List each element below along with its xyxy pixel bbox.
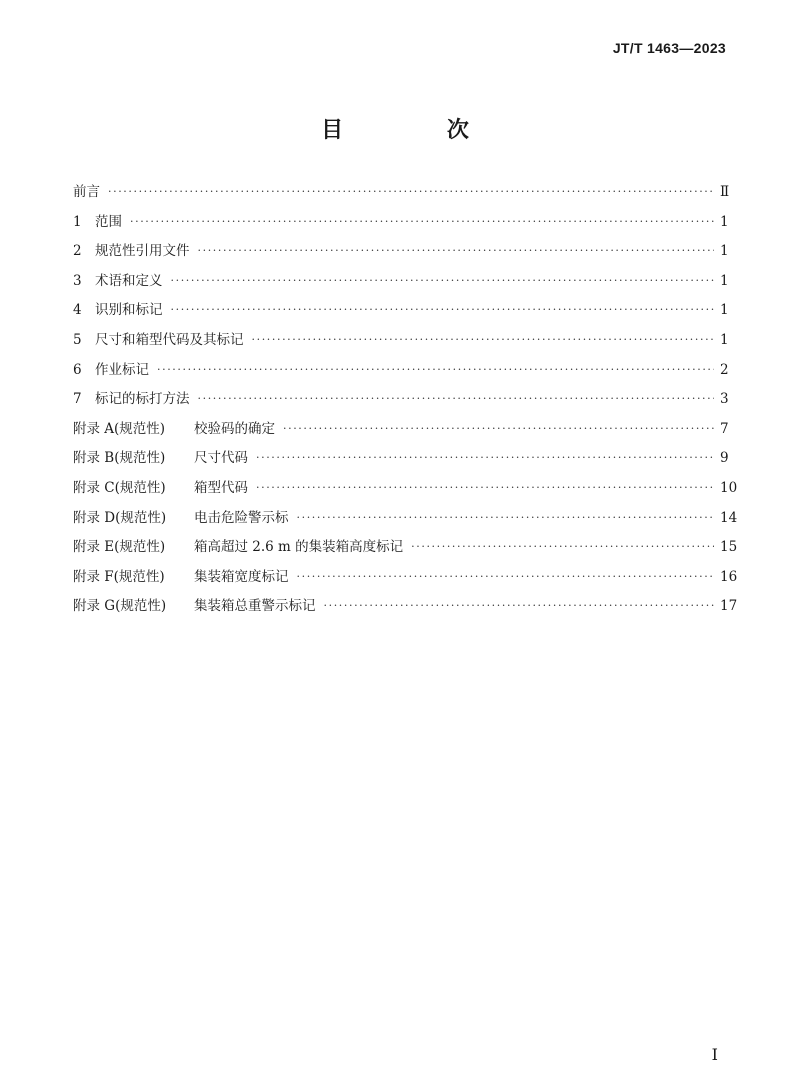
toc-entry[interactable]: [73, 415, 728, 445]
toc-page-number: 1: [720, 331, 729, 348]
table-of-contents: [73, 178, 738, 622]
toc-page-number: 15: [720, 539, 738, 556]
toc-appendix-tag: 附录 E(规范性): [73, 539, 166, 556]
standard-code: JT/T 1463—2023: [612, 40, 726, 56]
toc-entry-number: 4: [73, 302, 82, 319]
toc-page-number: 1: [720, 213, 729, 230]
page-title: 目 次: [321, 118, 517, 143]
toc-appendix-tag: 附录 A(规范性): [73, 420, 166, 437]
toc-dot-leader: [130, 207, 714, 237]
toc-entry-label: [73, 592, 324, 622]
toc-entry-title: 集装箱总重警示标记: [194, 598, 316, 615]
toc-page-number: 1: [720, 272, 729, 289]
toc-entry-label: [73, 267, 171, 297]
toc-page-number: 3: [720, 391, 729, 408]
toc-page-number: 1: [720, 302, 729, 319]
toc-entry-title: 前言: [73, 184, 100, 200]
toc-entry-label: [73, 208, 130, 238]
toc-appendix-tag: 附录 D(规范性): [73, 509, 167, 526]
toc-entry-title: 尺寸和箱型代码及其标记: [95, 331, 244, 348]
toc-entry-title: 识别和标记: [95, 302, 163, 319]
toc-entry-number: 6: [73, 361, 82, 378]
toc-page-number: 1: [720, 243, 729, 260]
toc-entry-label: [73, 444, 256, 474]
toc-dot-leader: [411, 532, 714, 562]
toc-entry[interactable]: [73, 208, 728, 238]
toc-dot-leader: [297, 503, 715, 533]
toc-dot-leader: [256, 473, 714, 503]
toc-dot-leader: [171, 295, 715, 325]
toc-entry-title: 箱型代码: [194, 479, 248, 496]
toc-entry-label: [73, 533, 411, 563]
toc-dot-leader: [297, 562, 715, 592]
toc-dot-leader: [324, 591, 715, 621]
toc-entry[interactable]: [73, 592, 738, 622]
toc-appendix-tag: 附录 G(规范性): [73, 598, 167, 615]
toc-entry[interactable]: [73, 296, 728, 326]
toc-entry-label: [73, 296, 171, 326]
toc-entry-title: 箱高超过 2.6 m 的集装箱高度标记: [194, 539, 404, 556]
toc-page-number: 16: [720, 568, 738, 585]
toc-appendix-tag: 附录 B(规范性): [73, 450, 166, 467]
toc-entry[interactable]: [73, 356, 728, 386]
toc-entry-title: 作业标记: [95, 361, 149, 378]
toc-entry[interactable]: [73, 385, 728, 415]
toc-dot-leader: [283, 414, 714, 444]
toc-entry-title: 电击危险警示标: [194, 509, 289, 526]
toc-appendix-tag: 附录 C(规范性): [73, 479, 166, 496]
toc-entry[interactable]: [73, 533, 738, 563]
toc-entry-label: [73, 415, 283, 445]
toc-entry-title: 范围: [95, 213, 122, 230]
toc-dot-leader: [171, 266, 715, 296]
toc-page-number: 9: [720, 450, 729, 467]
toc-entry[interactable]: [73, 504, 738, 534]
toc-entry-number: 5: [73, 331, 82, 348]
toc-page-number: 17: [720, 598, 738, 615]
toc-page-number: 2: [720, 361, 729, 378]
toc-dot-leader: [252, 325, 715, 355]
toc-entry-title: 尺寸代码: [194, 450, 248, 467]
toc-page-number: 14: [720, 509, 738, 526]
toc-dot-leader: [198, 384, 715, 414]
toc-appendix-tag: 附录 F(规范性): [73, 568, 165, 585]
toc-entry-label: [73, 474, 256, 504]
toc-page-number: 7: [720, 420, 729, 437]
toc-entry-label: [73, 504, 297, 534]
toc-dot-leader: [198, 236, 715, 266]
toc-dot-leader: [157, 355, 714, 385]
toc-entry-label: [73, 563, 297, 593]
toc-entry[interactable]: [73, 474, 738, 504]
toc-dot-leader: [256, 443, 714, 473]
toc-entry[interactable]: [73, 326, 728, 356]
toc-entry-label: [73, 237, 198, 267]
toc-entry[interactable]: [73, 563, 738, 593]
toc-entry-label: [73, 326, 252, 356]
footer-page-number: I: [711, 1045, 718, 1064]
toc-entry-label: [73, 356, 157, 386]
toc-entry-title: 标记的标打方法: [95, 391, 190, 408]
toc-entry-title: 集装箱宽度标记: [194, 568, 289, 585]
toc-entry-number: 1: [73, 213, 82, 230]
toc-entry-title: 校验码的确定: [194, 420, 275, 437]
toc-entry-number: 3: [73, 272, 82, 289]
toc-dot-leader: [108, 177, 714, 207]
toc-entry[interactable]: [73, 444, 728, 474]
toc-entry[interactable]: [73, 237, 728, 267]
toc-page-number: 10: [720, 479, 738, 496]
toc-entry-title: 规范性引用文件: [95, 243, 190, 260]
toc-entry-label: [73, 385, 198, 415]
toc-entry[interactable]: [73, 267, 728, 297]
toc-page-number: Ⅱ: [720, 184, 730, 200]
toc-entry-number: 7: [73, 391, 82, 408]
toc-entry-title: 术语和定义: [95, 272, 163, 289]
toc-entry[interactable]: [73, 178, 728, 208]
toc-entry-label: [73, 178, 108, 208]
toc-entry-number: 2: [73, 243, 82, 260]
